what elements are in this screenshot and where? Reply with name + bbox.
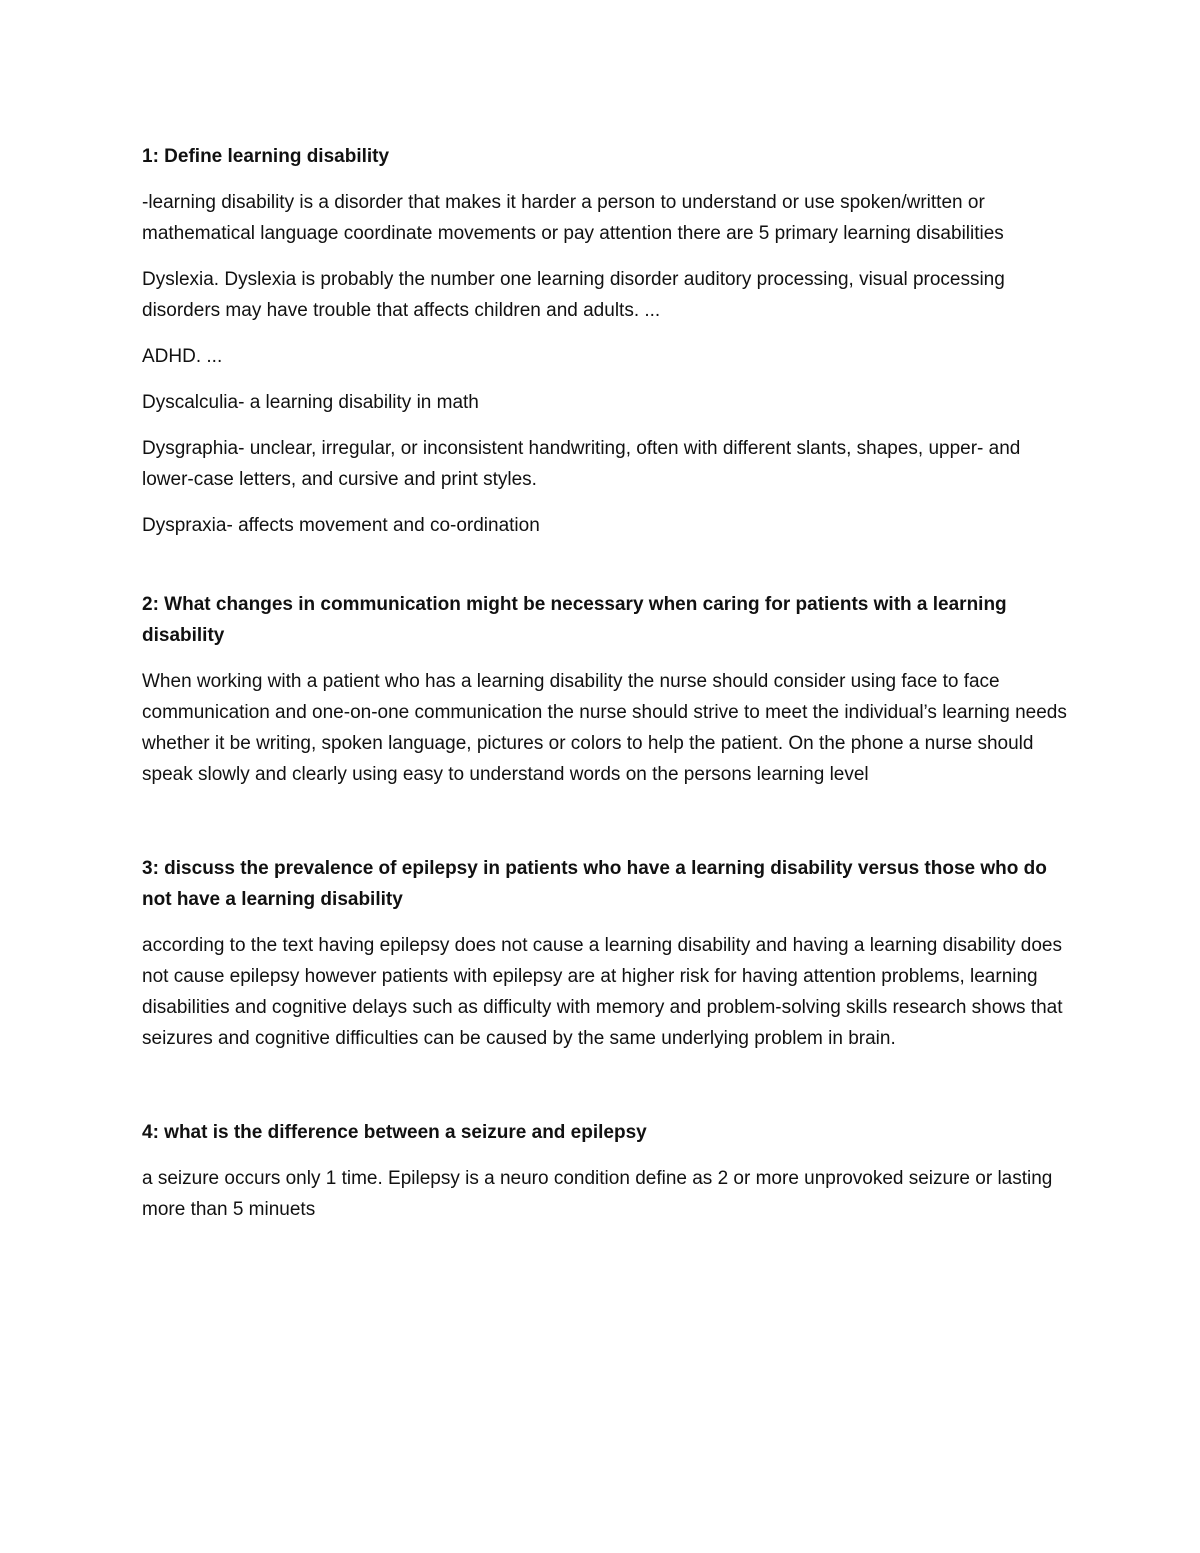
paragraph: When working with a patient who has a learning disability the nurse should consider using face to face communication and one-on-one communication the nurse should strive to meet the individual’s learning needs whether it be writing, spoken language, pictures or colors to help the patient. On the phone a nurse should speak slowly and clearly using easy to understand words on the persons learning level — [142, 671, 1067, 785]
document-body — [142, 141, 1072, 1225]
paragraph: Dysgraphia- unclear, irregular, or inconsistent handwriting, often with different slants, shapes, upper- and lower-case letters, and cursive and print styles. — [142, 438, 1021, 490]
section-1 — [142, 141, 1072, 541]
section-heading: 4: what is the difference between a seizure and epilepsy — [142, 1122, 647, 1143]
paragraph: ADHD. ... — [142, 346, 223, 367]
paragraph: Dyspraxia- affects movement and co-ordination — [142, 515, 540, 536]
paragraph: -learning disability is a disorder that makes it harder a person to understand or use spoken/written or mathematical language coordinate movements or pay attention there are 5 primary learning disabilities — [142, 192, 1004, 244]
section-2 — [142, 589, 1072, 790]
paragraph: a seizure occurs only 1 time. Epilepsy is a neuro condition define as 2 or more unprovoked seizure or lasting more than 5 minuets — [142, 1168, 1053, 1220]
section-heading: 2: What changes in communication might be necessary when caring for patients with a learning disability — [142, 594, 1007, 646]
section-heading: 3: discuss the prevalence of epilepsy in patients who have a learning disability versus those who do not have a learning disability — [142, 858, 1047, 910]
paragraph: Dyslexia. Dyslexia is probably the number one learning disorder auditory processing, visual processing disorders may have trouble that affects children and adults. ... — [142, 269, 1005, 321]
section-3 — [142, 853, 1072, 1054]
paragraph: Dyscalculia- a learning disability in math — [142, 392, 479, 413]
paragraph: according to the text having epilepsy does not cause a learning disability and having a learning disability does not cause epilepsy however patients with epilepsy are at higher risk for having attention problems, learning disabilities and cognitive delays such as difficulty with memory and problem-solving skills research shows that seizures and cognitive difficulties can be caused by the same underlying problem in brain. — [142, 935, 1063, 1049]
section-heading: 1: Define learning disability — [142, 146, 390, 167]
section-4 — [142, 1117, 1072, 1225]
